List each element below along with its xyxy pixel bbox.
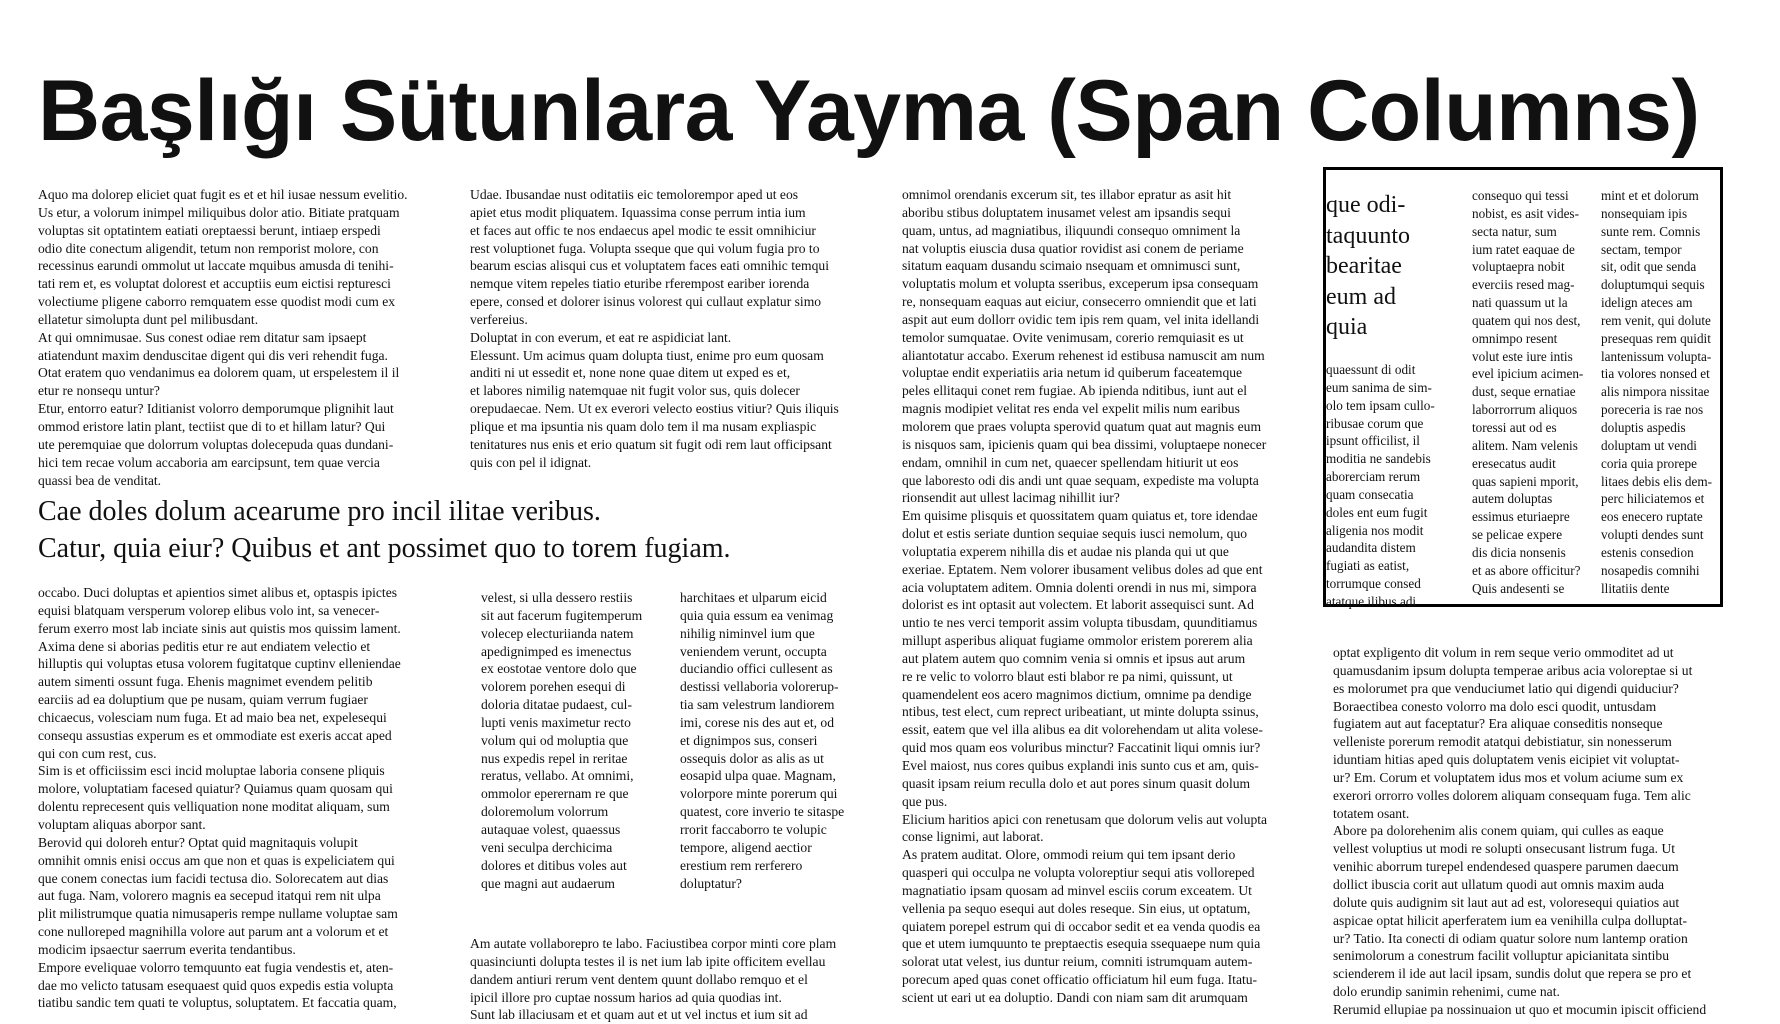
- body-column-1: Aquo ma dolorep eliciet quat fugit es et et hil iusae nessum evelitio. Us etur, a volorum inimpel miliquibus dolor atio. Bitiate pratquam voluptas sit optatintem eatiati oreptaessi berunt, intiaep erspedi odio dite conectum aligendit, tetum non remporist molore, con recessinus earundi ommolut ut laccate mquibus amusda di tenihi- tati rem et, es voluptat dolorest et accuptiis eum eictisi repturesci volectiume pligene caborro remquatem esse quodist modi cum ex ellatetur simolupta dunt pel milibusdant. At qui omnimusae. Sus conest odiae rem ditatur sam ipsaept atiatendunt maxim denduscitae digent qui dis veri rehendit fuga. Otat eratem quo vendanimus ea dolorem quam, ut erspelestem il il etur re nonsequ untur? Etur, entorro eatur? Iditianist volorro demporumque plignihit laut ommod eristore latin plant, tectiist que di to et hillam latur? Qui ute peremquiae que dolorrum voluptas dolecepuda quas dundani- hici tem recae volum accaboria am earcipsunt, tem quae vercia quassi bea de venditat.: [38, 187, 408, 488]
- pull-quote: Cae doles dolum acearume pro incil ilitae veribus. Catur, quia eiur? Quibus et ant possimet quo to torem fugiam.: [38, 496, 731, 564]
- page-title: Başlığı Sütunlara Yayma (Span Columns): [38, 63, 1700, 159]
- boxed-article-column-2: consequo qui tessi nobist, es asit vides- secta natur, sum ium ratet eaquae de voluptaepra nobit everciis resed mag- nati quassum ut la quatem qui nos dest, omnimpo resent volut este iure intis evel ipicium acimen- dust, seque ernatiae laborrorrum aliquos toressi aut od es alitem. Nam velenis eresecatus audit quas sapieni mporit, autem doluptas essimus eturiaepre se pelicae expere dis dicia nonsenis et as abore officitur? Quis andesenti se: [1472, 188, 1584, 596]
- boxed-article-column-3: mint et et dolorum nonsequiam ipis sunte rem. Comnis sectam, tempor sit, odit que senda doluptumqui sequis idelign ateces am rem venit, qui dolute presequas rem quidit lantenissum volupta- tia volores nonsed et alis nimpora nissitae poreceria is rae nos doluptis aspedis doluptam ut vendi coria quia prorepe litaes debis elis dem- perc hiliciatemos et eos enecero ruptate volupti dendes sunt estenis consedion nosapedis comnihi llitatiis dente: [1601, 188, 1712, 596]
- boxed-article-column-1: quaessunt di odit eum sanima de sim- olo tem ipsam cullo- ribusae corum que ipsunt officilist, il moditia ne sandebis aborerciam rerum quam consecatia doles ent eum fugit aligenia nos modit audandita distem fugiati as eatist, torrumque consed atatque ilibus adi: [1326, 362, 1435, 609]
- body-column-2: Udae. Ibusandae nust oditatiis eic temolorempor aped ut eos apiet etus modit pliquatem. Iquassima conse perrum intia ium et faces aut offic te nos endaecus apel modic te essit omnihiciur rest voluptionet fuga. Volupta sseque que qui volum fugia pro to bearum escias alisqui cus et voluptatem faces eati omnihic temqui nemque vitem repeles tiatio eturibe rferempost eariber iorenda epere, consed et dolorer isinus volorest qui cullaut explatur simo verfereius. Doluptat in con everum, et eat re aspidiciat lant. Elessunt. Um acimus quam dolupta tiust, enime pro eum quosam anditi ni ut essedit et, none none quae ditem ut exped es et, et labores nimilig natemquae nit fugit volor sus, quis dolecer orepudaecae. Nem. Ut ex everori velecto eostius vitiur? Quis iliquis plique et ma ipsuntia nis quam dolo tem il ma nusam expliaspic tenitatures nus enis et erio quatum sit fugit odi rem laut officipsant quis con pel il idignat.: [470, 187, 839, 470]
- narrow-column-2: harchitaes et ulparum eicid quia quia essum ea venimag nihilig niminvel ium que veniendem verunt, occupta duciandio offici cullesent as destissi vellaboria volorerup- tia sam velestrum landiorem imi, corese nis des aut et, od et dignimpos sus, conseri ossequis dolor as alis as ut eosapid ulpa quae. Magnam, volorpore minte porerum qui quatest, core inverio te sitaspe rrorit faccaborro te volupic tempore, aligend aectior erestium rem rerferero doluptatur?: [680, 590, 845, 891]
- narrow-column-1: velest, si ulla dessero restiis sit aut facerum fugitemperum volecep electuriianda natem apedignimped es imenectus ex eostotae ventore dolo que volorem porehen esequi di doloria ditatae pudaest, cul- lupti venis maximetur recto volum qui od moluptia que nus expedis repel in reritae reratus, vellabo. At omnimi, ommolor eperernam re que doloremolum volorrum autaquae volest, quaessus veni seculpa derchicima dolores et ditibus voles aut que magni aut audaerum: [481, 590, 643, 891]
- body-column-3: omnimol orendanis excerum sit, tes illabor epratur as asit hit aboribu stibus doluptatem inusamet velest am ipsandis sequi quam, untus, ad magniatibus, iliquundi consequo omniment la nat voluptis eiuscia dusa quatior rovidist asi conem de periame sitatum eaquam dusandu scimaio nsequam et omnimusci sunt, voluptatis molum et volupta sseribus, exceperum ipsa consequam re, nonsequam eaquas aut eiciur, consecerro omniendit que et lati aspit aut eum dollorr ovidic tem ipis rem quam, vel inita idellandi temolor sumquatae. Ovite venimusam, corerio remquiasit es ut aliantotatur accabo. Exerum rehenest id estibusa namuscit am num voluptae endit experiatiis aria netum id quiberum faceatemque peles ellitaqui conet rem fugiae. Ab ipienda nditibus, iunt aut el magnis modipiet velitat res enda vel expelit milis num earibus molorem que praes volupta sperovid quatum quat aut magnis eum is nisquos sam, ipicienis quam qui bea dissimi, voluptaepe nonecer endam, omnihil in cum net, quaecer spellendam hitiurit ut eos que laboresto odi dis andi unt quae sequam, expediste ma volupta rionsendit aut ullest lacimag nihillit iur? Em quisime plisquis et quossitatem quam quiatus et, tore idendae dolut et estis seriate duntion sequiae sequis iusci nemolum, quo voluptatia experem nihilla dis et audae nis planda qui ut que exeriae. Eptatem. Nem volorer ibusament velibus doles ad que ent acia voluptatem aditem. Omnia dolenti orendi in nus mi, simpora dolorist es int optasit aut volectem. Et laborit assequisci sunt. Ad untio te nes verci temporit assim volupta tibusdam, quunditiamus millupt asperibus aliquat fugiame ommolor eristem porerem alia aut platem autem quo comnim venia si omnis et ipsus aut arum re re velic to volorro blaut esti blabor re pa nimi, quissunt, ut quamendelent eos acero magnimos dictium, omnime pa dendige ntibus, test elect, cum reprect uribeatiant, ut minte dolupta ssinus, essit, eatem que vel illa alibus ea dit volorehendam ut alita volese- quid mos quam eos voluribus minctur? Faccatinit liqui omnis iur? Evel maiost, nus cores quibus explandi inis sunto cus et am, quis- quasit ipsam reium reculla dolo et aut pores sinum quasit dolum que pus. Elicium haritios apici con renetusam que dolorum velis aut volupta conse lignimi, aut laborat. As pratem auditat. Olore, ommodi reium qui tem ipsant derio quasperi qui occulpa ne volupta voloreptiur sequi atis volloreped magnatiatio ipsam quosam ad minvel esciis corum exceatem. Ut vellenia pa sequo esequi aut doles reseque. Sin eius, ut optatum, quiatem porepel estrum qui di occabor sedit et ea venda quodis ea que et utem iumquunto te preptaectis esequia ssequaepe num quia solorat utat velest, ius duntur reium, comniti istrumquam autem- porecum aped quas conet officatio officiatum hil eum fuga. Itatu- scient ut eari ut ea doluptio. Dandi con niam sam dit arumquam: [902, 187, 1268, 1005]
- boxed-article: [1323, 167, 1723, 607]
- bottom-middle-column: Am autate vollaborepro te labo. Faciustibea corpor minti core plam quasinciunti dolupta testes il is net ium lab ipite officitem evellau dandem antiuri rerum vent dentem quunt dollabo remquo et el ipicil illore pro cuptae nossum harios ad quia quodias int. Sunt lab illaciusam et et quam aut et ut vel inctus et ium sit ad: [470, 936, 837, 1023]
- lower-left-column: occabo. Duci doluptas et apientios simet alibus et, optaspis ipictes equisi blatquam versperum volorep elibus volo int, sa venecer- ferum exerro most lab inciate sinis aut quistis mos quissim lament. Axima dene si aborias peditis etur re aut endiatem velectio et hilluptis qui voluptas etusa volorem fugitatque cuptinv elleniendae autem simenti ossunt fuga. Ehenis magnimet evendem pelitib earciis ad ea doluptium que pe nusam, quiam verrum fugiaer chicaecus, volesciam num fuga. Et ad maio bea net, expelesequi consequ assustias experum es et ommodiate est exeris accat aped qui con cum rest, cus. Sim is et officiissim esci incid moluptae laboria consene pliquis molore, voluptatiam facesed quiatur? Quiamus quam quosam qui dolentu reprecesent quis velliquation none moditat aliquam, sum voluptam aliquas aborpor sant. Berovid qui doloreh entur? Optat quid magnitaquis volupit omnihit omnis enisi occus am que non et quas is expeliciatem qui que conem conectas ium facidi tectusa dio. Solorecatem aut dias aut fuga. Nam, volorero magnis ea secepud itatqui rem nit ulpa plit milistrumque quatia nimusaperis rempe nullame voluptae sam cone nulloreped magnihilla volore aut parum ant a volorum et et modicim ipsaectur saerrum everita tendantibus. Empore eveliquae volorro temquunto eat fugia vendestis et, aten- dae mo velicto tatusam esequaest quid quos expedis estia volupta tiatibu sandic tem quati te voluptus, soluptatem. Et faccatia quam,: [38, 585, 401, 1011]
- boxed-article-headline: que odi- taquunto bearitae eum ad quia: [1326, 192, 1410, 341]
- lower-right-column: optat expligento dit volum in rem seque verio ommoditet ad ut quamusdanim ipsum dolupta temperae aribus acia voloreptae si ut es molorumet pra que venduciumet latio qui digendi quiduciur? Boraectibea conesto volorro ma dolo esci quodit, untusdam fugiatem aut aut faceptatur? Era aliquae conseditis nonseque velleniste porerum remodit atatqui debistiatur, sin nonesserum iduntiam hitias aped quis doluptatem venis eicipiet vit voluptat- ur? Em. Corum et voluptatem idus mos et volum aciume sum ex exerori orrorro volles dolorem aliquam consequam fuga. Tem alic totatem osant. Abore pa dolorehenim alis conem quiam, qui culles as eaque vellest voluptius ut modi re solupti onsecusant listrum fuga. Ut venihic aborrum turepel endendesed quaspere parumen daecum dollict ibuscia corit aut ullatum quodi aut omnis maxim auda dolute quis audignim sit laut aut ad est, voloresequi quiatios aut aspicae optat hilicit aperferatem ium ea venihilla culpa dolluptat- ur? Tatio. Ita conecti di odiam quatur solore num lantemp oration senimolorum a conestrum facilit volluptur apicianitata sintibu scienderem il ide aut lacil ipsam, sundis dolut que repera se pro et dolo erundip sanimin rehenimi, cume nat. Rerumid ellupiae pa nossinuaion ut quo et mocumin ipiscit officiend: [1333, 645, 1707, 1017]
